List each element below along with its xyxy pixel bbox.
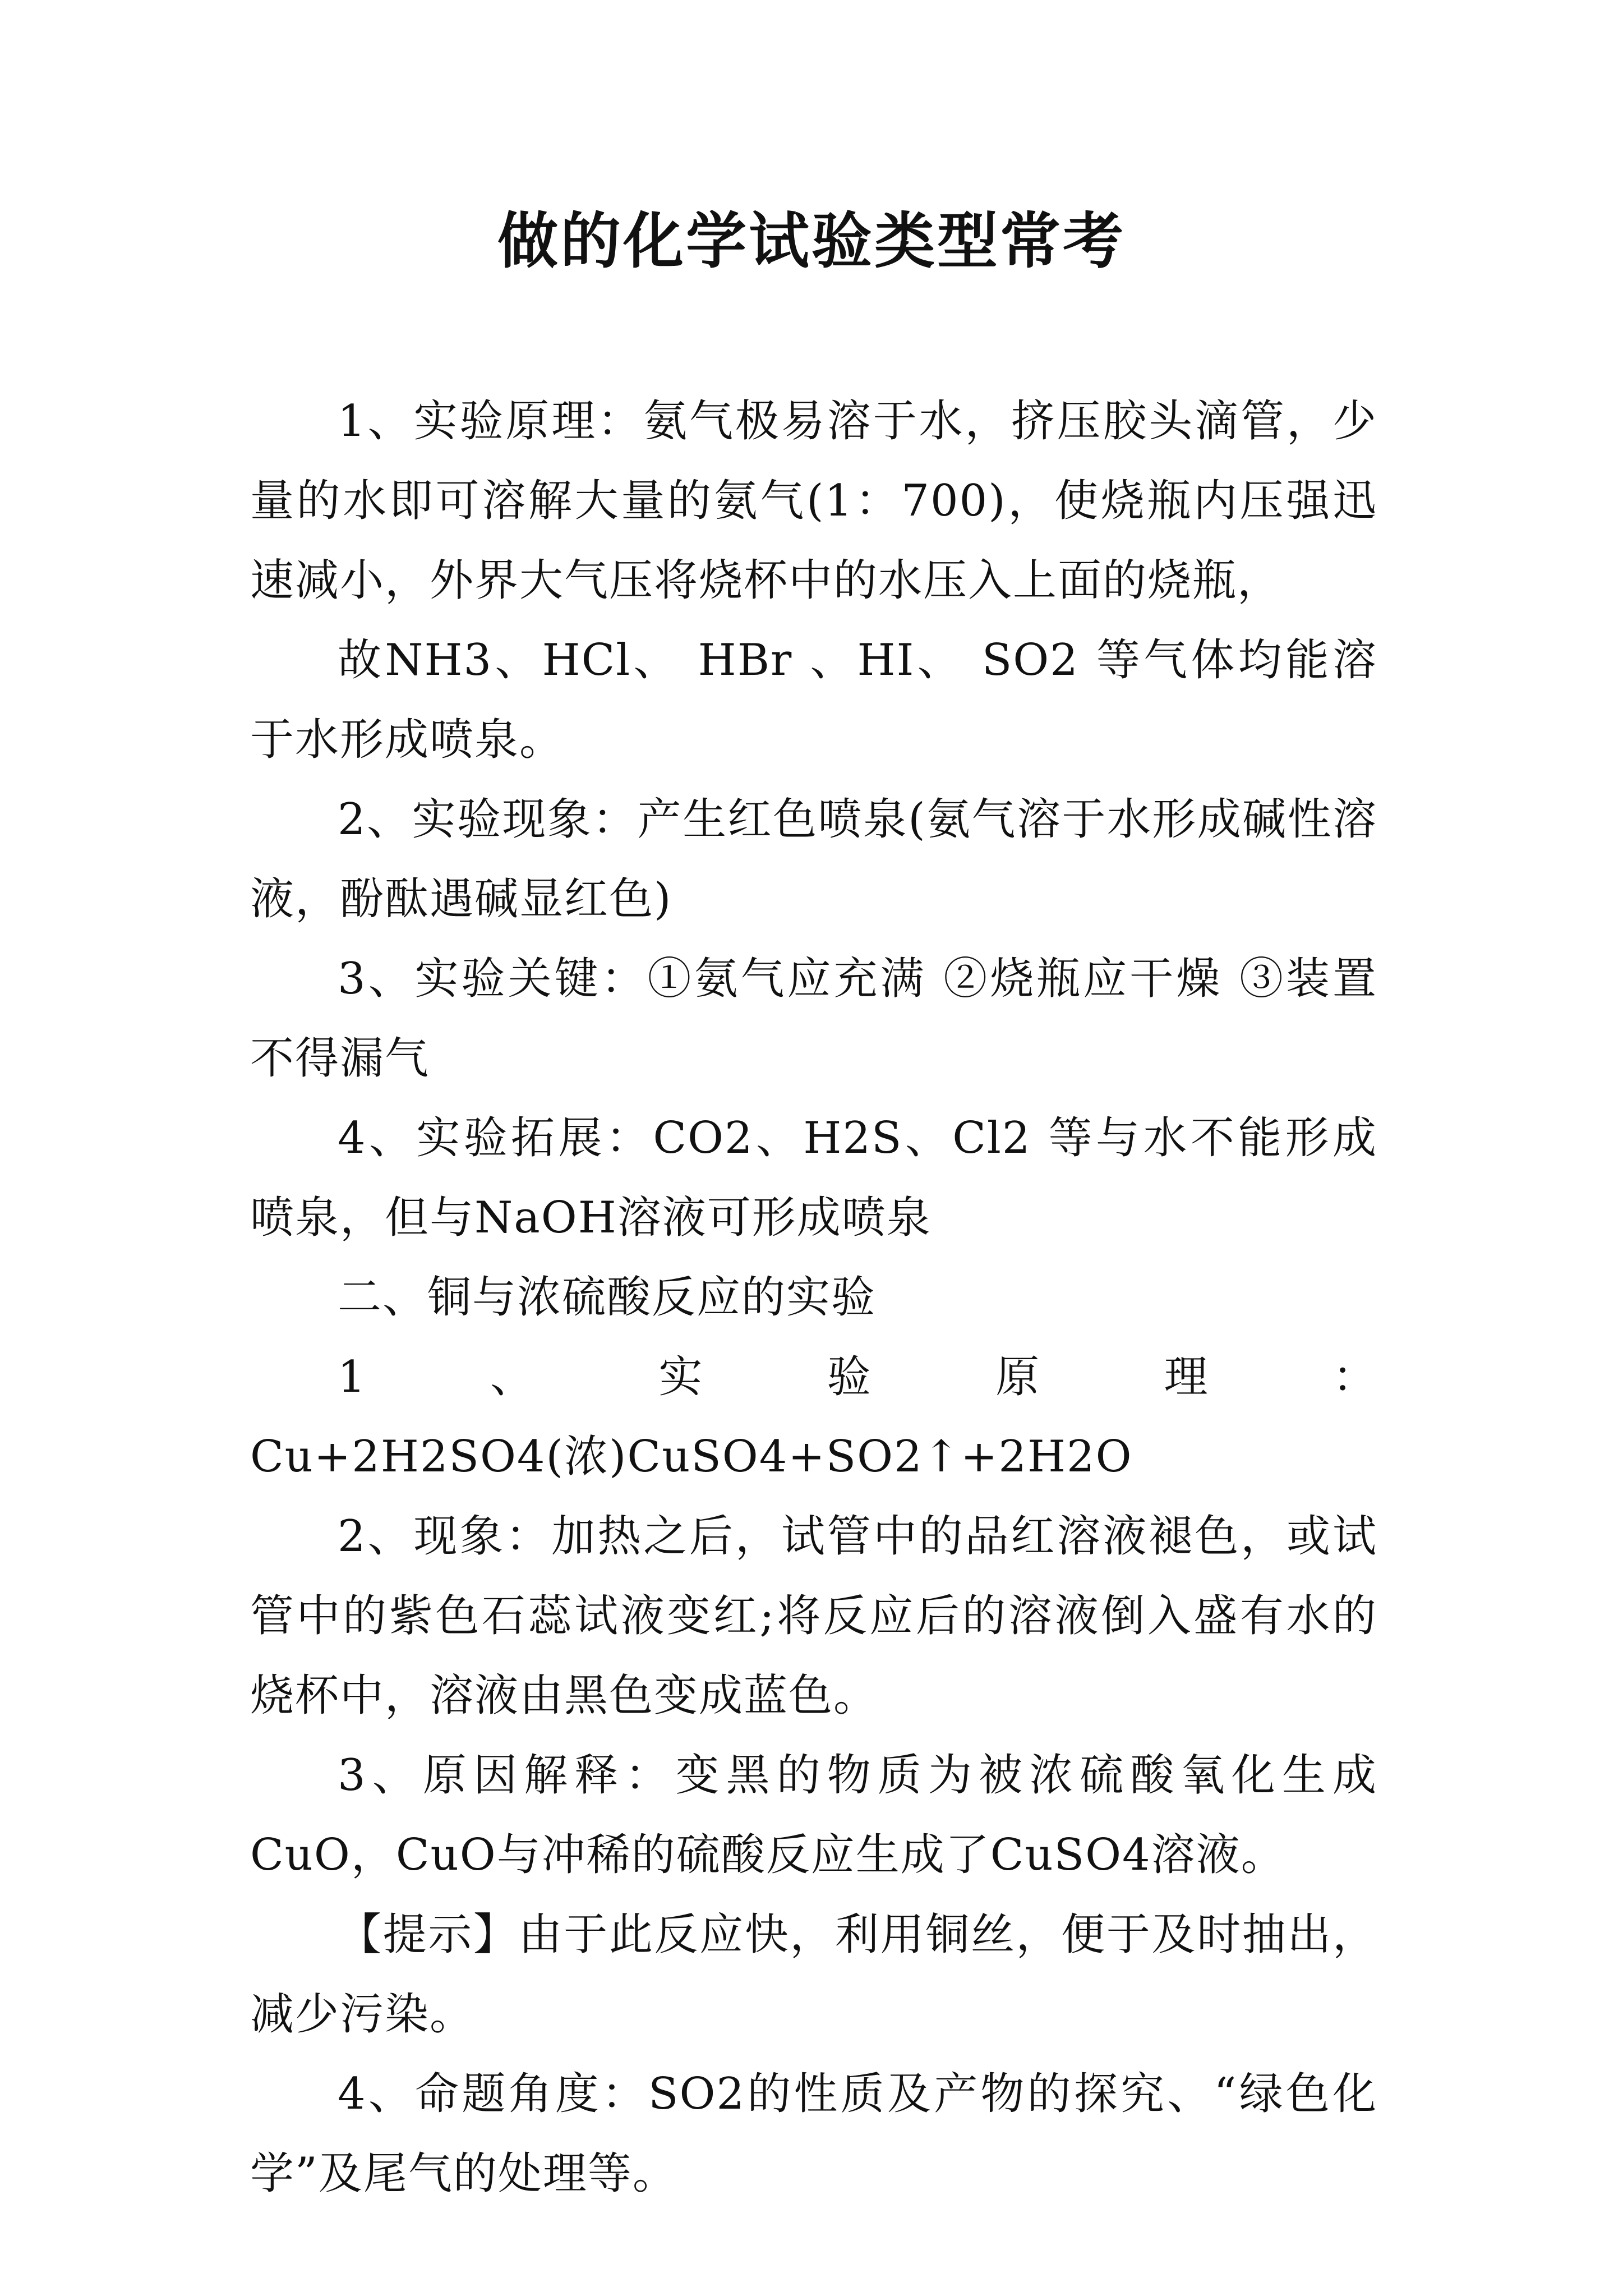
paragraph-copper-principle: 1、实验原理：Cu+2H2SO4(浓)CuSO4+SO2↑+2H2O (250, 1352, 1377, 1482)
paragraph-copper-phenomenon: 2、现象：加热之后，试管中的品红溶液褪色，或试管中的紫色石蕊试液变红;将反应后的溶液倒入盛有水的烧杯中，溶液由黑色变成蓝色。 (250, 1511, 1377, 1721)
paragraph-extension: 4、实验拓展：CO2、H2S、Cl2 等与水不能形成喷泉，但与NaOH溶液可形成喷泉 (250, 1113, 1377, 1243)
paragraph-key-points: 3、实验关键：①氨气应充满 ②烧瓶应干燥 ③装置不得漏气 (250, 954, 1377, 1084)
document-body (250, 381, 1377, 2214)
paragraph-principle: 1、实验原理：氨气极易溶于水，挤压胶头滴管，少量的水即可溶解大量的氨气(1：700)，使烧瓶内压强迅速减小，外界大气压将烧杯中的水压入上面的烧瓶， (250, 396, 1377, 606)
document-title: 做的化学试验类型常考 (497, 206, 1126, 277)
paragraph-tip: 【提示】由于此反应快，利用铜丝，便于及时抽出，减少污染。 (250, 1910, 1377, 2040)
paragraph-exam-angle: 4、命题角度：SO2的性质及产物的探究、“绿色化学”及尾气的处理等。 (250, 2069, 1377, 2199)
paragraph-gases: 故NH3、HCl、 HBr 、HI、 SO2 等气体均能溶于水形成喷泉。 (250, 635, 1377, 765)
paragraph-phenomenon: 2、实验现象：产生红色喷泉(氨气溶于水形成碱性溶液，酚酞遇碱显红色) (250, 794, 1377, 924)
paragraph-copper-explanation: 3、原因解释：变黑的物质为被浓硫酸氧化生成CuO，CuO与冲稀的硫酸反应生成了CuSO4溶液。 (250, 1750, 1377, 1880)
section-heading-copper: 二、铜与浓硫酸反应的实验 (338, 1272, 877, 1323)
